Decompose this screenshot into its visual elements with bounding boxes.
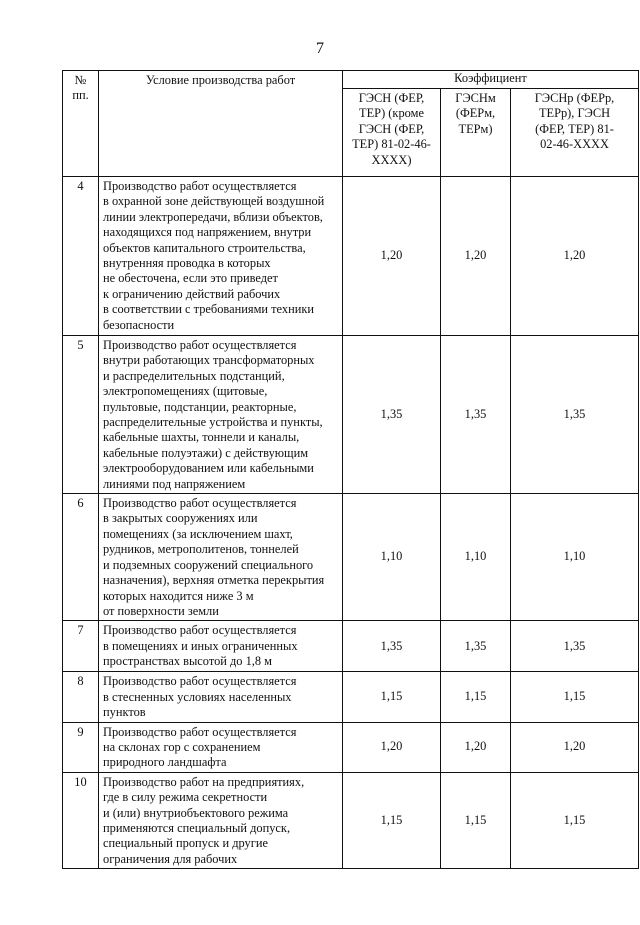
row-condition — [99, 772, 343, 868]
condition-line: безопасности — [103, 317, 175, 332]
header-line: ГЭСН (ФЕР, — [358, 121, 425, 136]
coefficient-value-col1: 1,20 — [343, 177, 441, 336]
row-number: 10 — [63, 772, 99, 868]
coefficient-table — [62, 70, 639, 869]
condition-line: кабельные шахты, тоннели и каналы, — [103, 430, 300, 445]
coefficient-value-col1: 1,15 — [343, 772, 441, 868]
row-number: 4 — [63, 177, 99, 336]
row-number: 9 — [63, 722, 99, 772]
table-row — [63, 494, 639, 621]
row-condition — [99, 494, 343, 621]
condition-line: на склонах гор с сохранением — [103, 739, 261, 754]
condition-line: и (или) внутриобъектового режима — [103, 805, 289, 820]
condition-line: в закрытых сооружениях или — [103, 511, 258, 526]
condition-line: применяются специальный допуск, — [103, 820, 291, 835]
page-number: 7 — [316, 40, 324, 57]
condition-line: помещениях (за исключением шахт, — [103, 526, 293, 541]
coefficient-value-col1: 1,35 — [343, 621, 441, 672]
condition-line: Производство работ осуществляется — [103, 674, 297, 689]
table-row — [63, 722, 639, 772]
condition-line: и подземных сооружений специального — [103, 557, 314, 572]
header-num-abbr: пп. — [72, 88, 89, 103]
coefficient-value-col1: 1,10 — [343, 494, 441, 621]
header-line: ТЕР) 81-02-46- — [352, 137, 431, 152]
header-line: ГЭСНм — [455, 91, 496, 105]
row-condition — [99, 336, 343, 494]
row-condition — [99, 177, 343, 336]
coefficient-value-col3: 1,20 — [511, 177, 639, 336]
condition-line: Производство работ осуществляется — [103, 338, 297, 352]
coefficient-value-col1: 1,20 — [343, 722, 441, 772]
condition-line: электрооборудованием или кабельными — [103, 461, 314, 476]
row-condition — [99, 621, 343, 672]
row-condition — [99, 722, 343, 772]
coefficient-value-col2: 1,20 — [441, 177, 511, 336]
coefficient-value-col3: 1,10 — [511, 494, 639, 621]
condition-line: пространствах высотой до 1,8 м — [103, 654, 273, 669]
condition-line: линии электропередачи, вблизи объектов, — [103, 209, 323, 224]
table-row — [63, 177, 639, 336]
header-line: ТЕРр), ГЭСН — [538, 106, 611, 121]
condition-line: к ограничению действий рабочих — [103, 286, 281, 301]
table-body — [63, 177, 639, 869]
condition-line: в помещениях и иных ограниченных — [103, 638, 298, 653]
condition-line: от поверхности земли — [103, 603, 219, 618]
condition-line: распределительные устройства и пункты, — [103, 415, 323, 430]
condition-line: пунктов — [103, 705, 146, 720]
condition-line: пультовые, подстанции, реакторные, — [103, 399, 297, 414]
row-condition — [99, 672, 343, 722]
condition-line: Производство работ на предприятиях, — [103, 774, 305, 789]
header-num — [63, 71, 99, 177]
coefficient-value-col2: 1,10 — [441, 494, 511, 621]
condition-line: Производство работ осуществляется — [103, 179, 297, 193]
header-line: ТЕРм) — [458, 121, 493, 136]
condition-line: внутри работающих трансформаторных — [103, 353, 315, 368]
condition-line: и распределительных подстанций, — [103, 368, 285, 383]
condition-line: линиями под напряжением — [103, 476, 246, 491]
row-number: 6 — [63, 494, 99, 621]
row-number: 5 — [63, 336, 99, 494]
condition-line: ограничения для рабочих — [103, 851, 238, 866]
condition-line: кабельные полуэтажи) с действующим — [103, 445, 309, 460]
coefficient-value-col3: 1,15 — [511, 672, 639, 722]
condition-line: Производство работ осуществляется — [103, 623, 297, 638]
coefficient-value-col3: 1,15 — [511, 772, 639, 868]
row-number: 8 — [63, 672, 99, 722]
condition-line: не обесточена, если это приведет — [103, 271, 278, 286]
header-coefficient: Коэффициент — [343, 71, 639, 89]
table-row — [63, 621, 639, 672]
table-row — [63, 336, 639, 494]
coefficient-value-col3: 1,35 — [511, 336, 639, 494]
coefficient-value-col1: 1,15 — [343, 672, 441, 722]
condition-line: Производство работ осуществляется — [103, 496, 297, 511]
coefficient-value-col2: 1,15 — [441, 772, 511, 868]
coefficient-value-col1: 1,35 — [343, 336, 441, 494]
condition-line: специальный пропуск и другие — [103, 836, 268, 851]
condition-line: электропомещениях (щитовые, — [103, 384, 268, 399]
header-line: (ФЕРм, — [455, 106, 496, 121]
condition-line: находящихся под напряжением, внутри — [103, 225, 312, 240]
condition-line: в соответствии с требованиями техники — [103, 302, 314, 317]
condition-line: внутренняя проводка в которых — [103, 256, 271, 271]
condition-line: которых находится ниже 3 м — [103, 588, 254, 603]
coefficient-value-col3: 1,35 — [511, 621, 639, 672]
header-line: ТЕР) (кроме — [359, 106, 424, 121]
coefficient-value-col2: 1,15 — [441, 672, 511, 722]
coefficient-value-col2: 1,20 — [441, 722, 511, 772]
condition-line: рудников, метрополитенов, тоннелей — [103, 542, 299, 557]
table-row — [63, 772, 639, 868]
header-line: (ФЕР, ТЕР) 81- — [535, 121, 614, 136]
header-line: ГЭСНр (ФЕРр, — [534, 91, 615, 105]
condition-line: Производство работ осуществляется — [103, 724, 297, 739]
header-num-symbol: № — [74, 73, 87, 87]
table-row — [63, 672, 639, 722]
coefficient-value-col3: 1,20 — [511, 722, 639, 772]
header-col-gesnm — [441, 89, 511, 177]
condition-line: в стесненных условиях населенных — [103, 689, 292, 704]
header-condition: Условие производства работ — [99, 71, 343, 177]
header-line: XXXX) — [371, 152, 412, 167]
header-line: ГЭСН (ФЕР, — [358, 91, 425, 105]
condition-line: объектов капитального строительства, — [103, 240, 306, 255]
condition-line: назначения), верхняя отметка перекрытия — [103, 573, 325, 588]
header-col-gesn — [343, 89, 441, 177]
condition-line: природного ландшафта — [103, 755, 227, 770]
condition-line: где в силу режима секретности — [103, 790, 268, 805]
coefficient-value-col2: 1,35 — [441, 621, 511, 672]
row-number: 7 — [63, 621, 99, 672]
condition-line: в охранной зоне действующей воздушной — [103, 194, 325, 209]
coefficient-value-col2: 1,35 — [441, 336, 511, 494]
header-col-gesnr — [511, 89, 639, 177]
header-line: 02-46-XXXX — [540, 137, 609, 152]
